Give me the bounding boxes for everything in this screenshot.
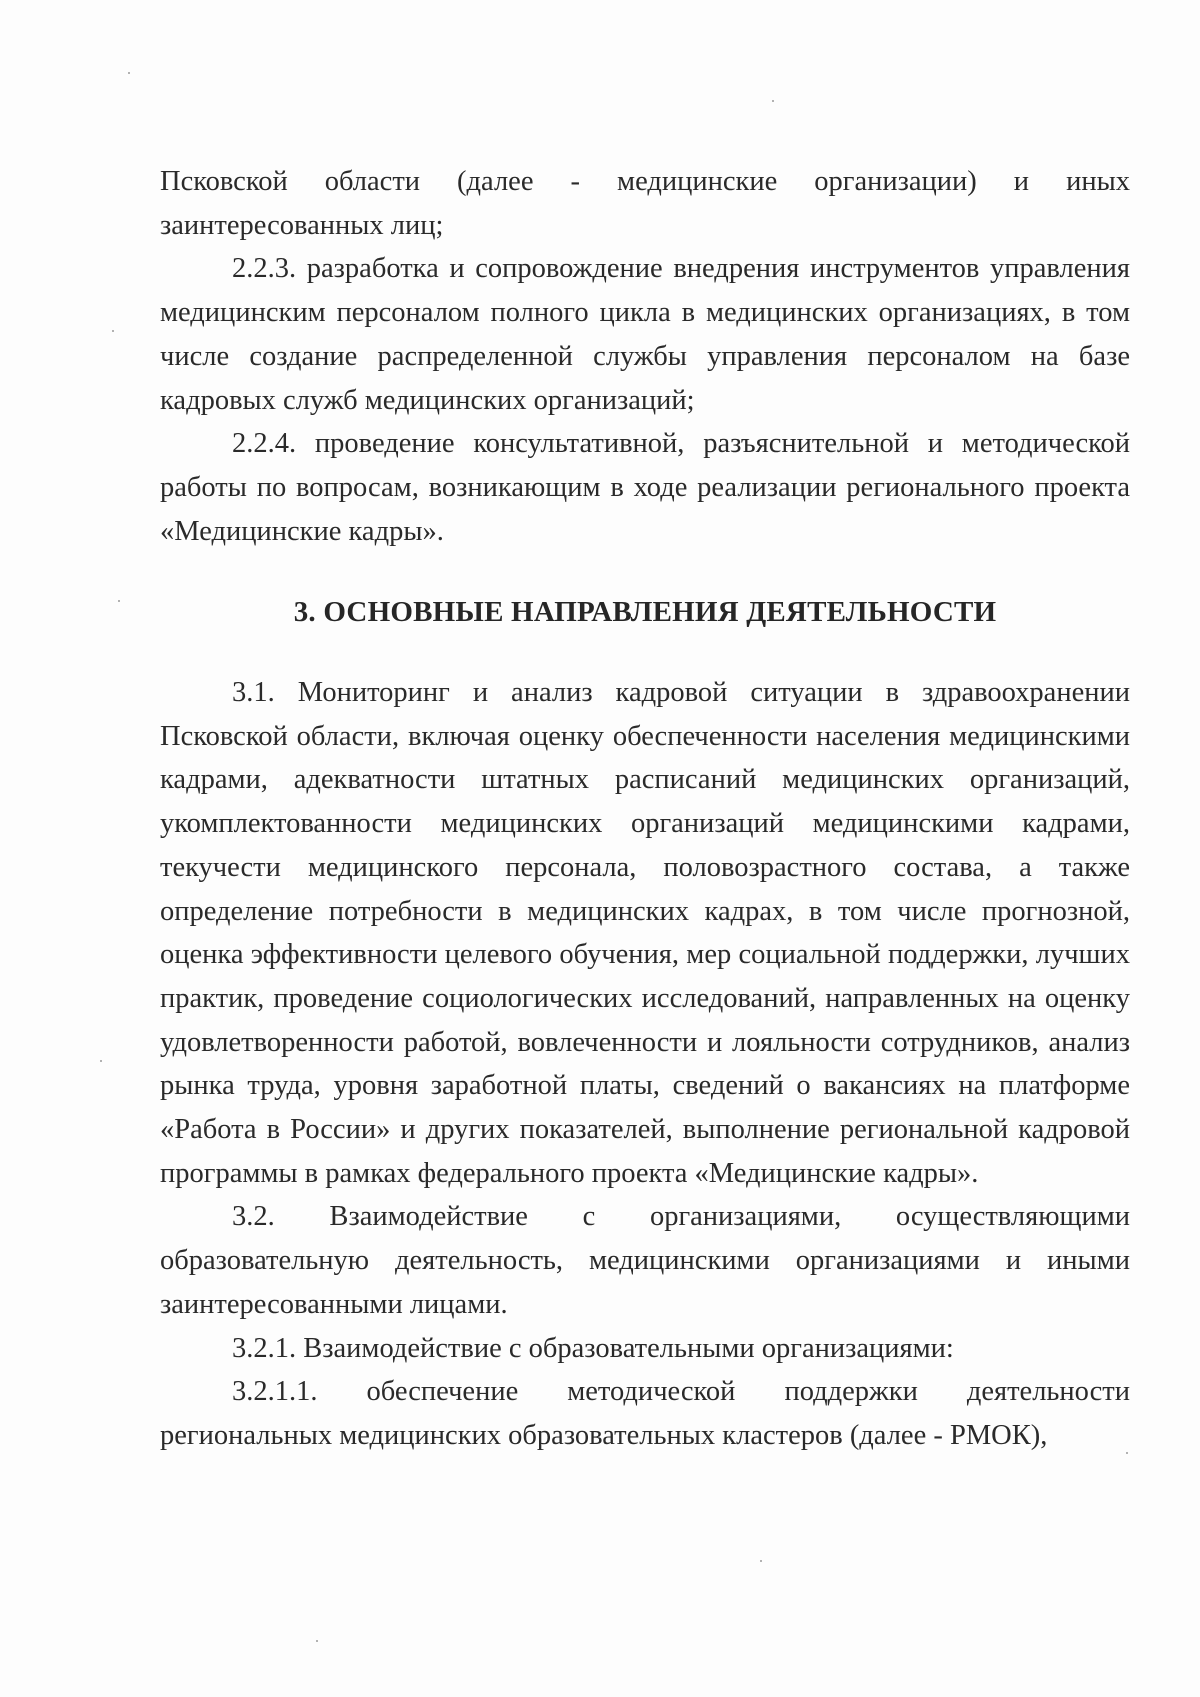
- paragraph-2-2-3: 2.2.3. разработка и сопровождение внедрения инструментов управления медицинским персоналом полного цикла в медицинских организациях, в том числе создание распределенной службы управления персоналом на базе кадровых служб медицинских организаций;: [160, 253, 1130, 416]
- section-heading: 3. ОСНОВНЫЕ НАПРАВЛЕНИЯ ДЕЯТЕЛЬНОСТИ: [293, 596, 997, 629]
- paragraph-2-2-4: 2.2.4. проведение консультативной, разъяснительной и методической работы по вопросам, возникающим в ходе реализации регионального проекта «Медицинские кадры».: [160, 428, 1130, 547]
- scan-speck: [1126, 1452, 1128, 1454]
- paragraph-3-1: 3.1. Мониторинг и анализ кадровой ситуации в здравоохранении Псковской области, включая оценку обеспеченности населения медицинскими кадрами, адекватности штатных расписаний медицинских организаций, укомплектованности медицинских организаций медицинскими кадрами, текучести медицинского персонала, половозрастного состава, а также определение потребности в медицинских кадрах, в том числе прогнозной, оценка эффективности целевого обучения, мер социальной поддержки, лучших практик, проведение социологических исследований, направленных на оценку удовлетворенности работой, вовлеченности и лояльности сотрудников, анализ рынка труда, уровня заработной платы, сведений о вакансиях на платформе «Работа в России» и других показателей, выполнение региональной кадровой программы в рамках федерального проекта «Медицинские кадры».: [160, 677, 1130, 1189]
- scan-speck: [316, 1640, 318, 1642]
- scan-speck: [118, 600, 120, 602]
- paragraph-continuation: Псковской области (далее - медицинские организации) и иных заинтересованных лиц;: [160, 166, 1130, 241]
- scan-speck: [128, 72, 130, 74]
- document-body: [160, 160, 1130, 1458]
- scan-speck: [100, 1060, 102, 1062]
- paragraph-3-2-1: 3.2.1. Взаимодействие с образовательными организациями:: [232, 1332, 954, 1364]
- paragraph-3-2: 3.2. Взаимодействие с организациями, осуществляющими образовательную деятельность, медицинскими организациями и иными заинтересованными лицами.: [160, 1201, 1130, 1320]
- scan-speck: [112, 330, 114, 332]
- scan-speck: [760, 1560, 762, 1562]
- paragraph-3-2-1-1: 3.2.1.1. обеспечение методической поддержки деятельности региональных медицинских образовательных кластеров (далее - РМОК),: [160, 1376, 1130, 1451]
- scan-speck: [772, 100, 774, 102]
